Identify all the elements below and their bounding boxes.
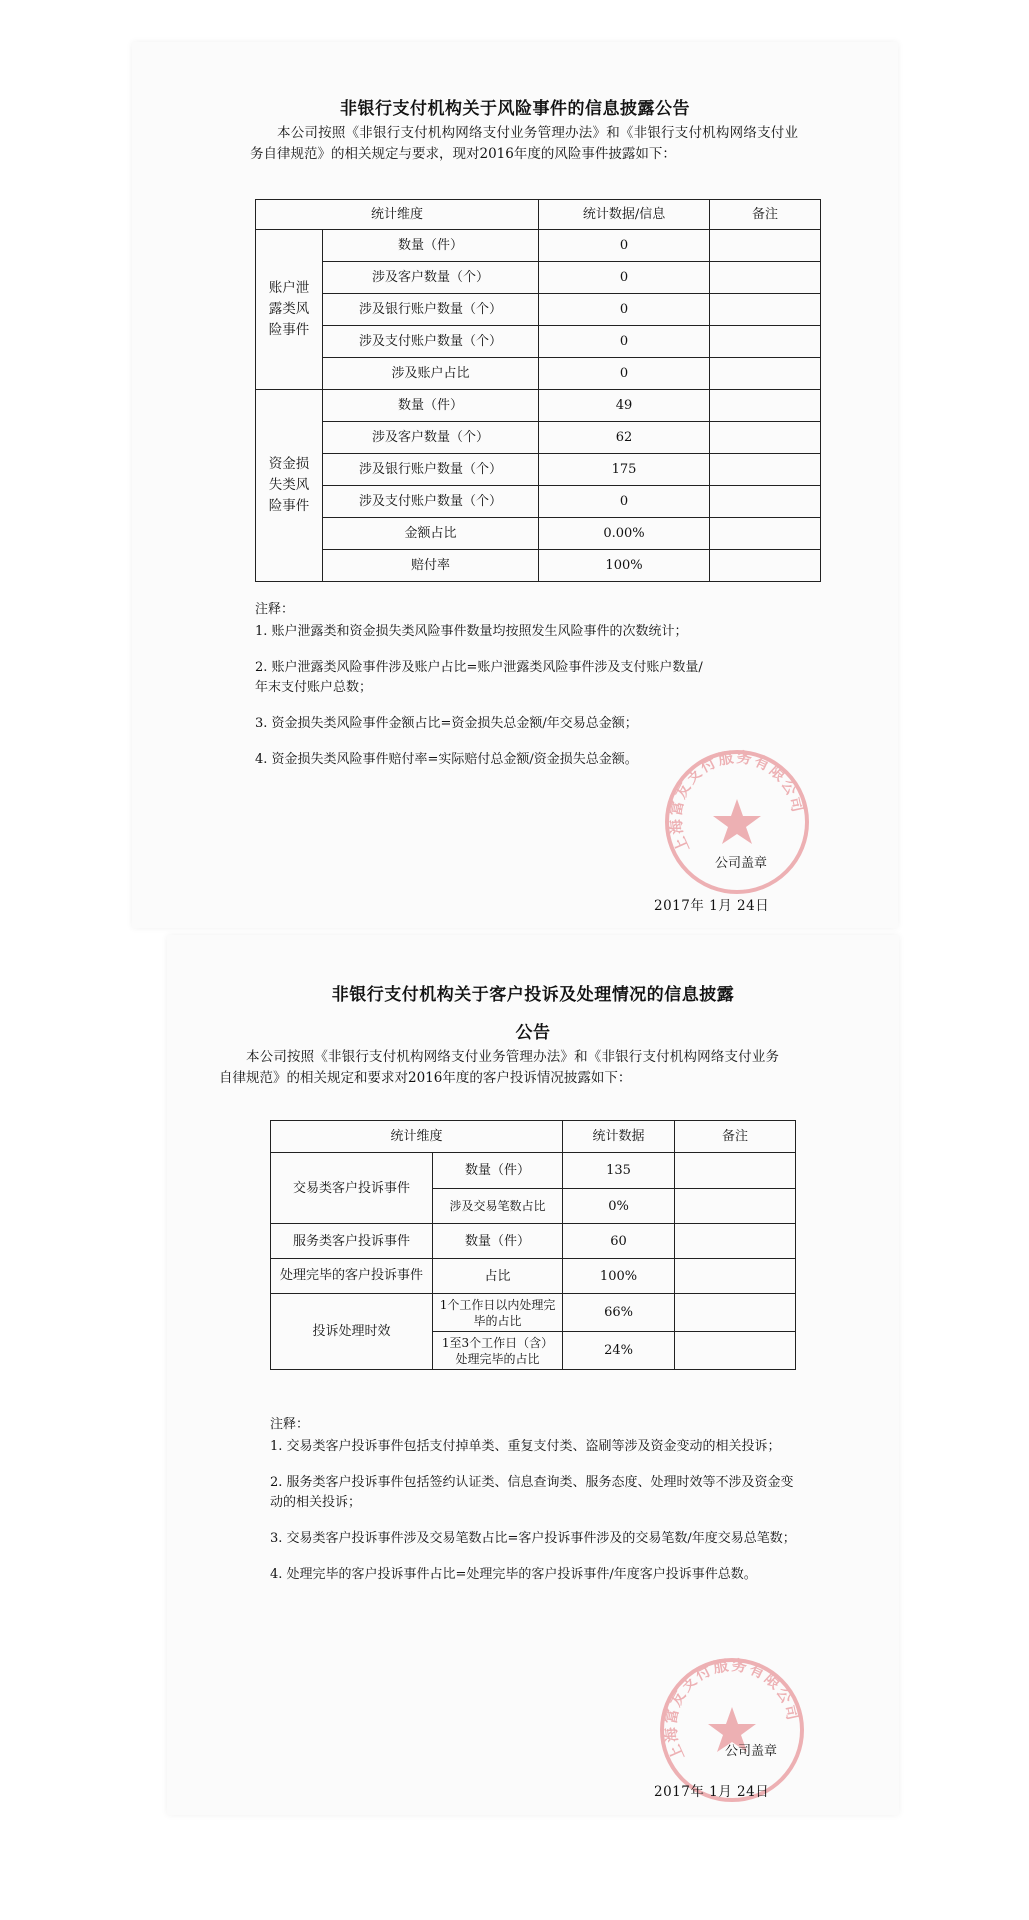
row-item: 数量（件）	[433, 1224, 563, 1259]
row-item: 1个工作日以内处理完毕的占比	[433, 1294, 563, 1332]
seal-label: 公司盖章	[715, 856, 768, 871]
row-value: 62	[539, 422, 710, 454]
row-value: 24%	[563, 1332, 675, 1370]
risk-event-table	[255, 199, 821, 582]
note-item: 1. 账户泄露类和资金损失类风险事件数量均按照发生风险事件的次数统计；	[255, 624, 688, 639]
notice-date: 2017年 1月 24日	[654, 898, 770, 914]
note-item: 3. 交易类客户投诉事件涉及交易笔数占比=客户投诉事件涉及的交易笔数/年度交易总笔数；	[270, 1531, 796, 1546]
row-remark	[710, 550, 821, 582]
group-label: 服务类客户投诉事件	[271, 1224, 433, 1259]
row-value: 175	[539, 454, 710, 486]
row-remark	[710, 262, 821, 294]
row-value: 100%	[539, 550, 710, 582]
seal-text: 上海富友支付服务有限公司	[661, 1656, 803, 1764]
row-value: 0%	[563, 1189, 675, 1224]
row-value: 0	[539, 230, 710, 262]
seal-text: 上海富友支付服务有限公司	[666, 748, 808, 856]
notice-intro: 本公司按照《非银行支付机构网络支付业务管理办法》和《非银行支付机构网络支付业务自律规范》的相关规定与要求，现对2016年度的风险事件披露如下：	[250, 125, 798, 162]
row-remark	[710, 390, 821, 422]
row-item: 占比	[433, 1259, 563, 1294]
row-remark	[710, 294, 821, 326]
notice-intro: 本公司按照《非银行支付机构网络支付业务管理办法》和《非银行支付机构网络支付业务自律规范》的相关规定和要求对2016年度的客户投诉情况披露如下：	[219, 1049, 779, 1086]
row-remark	[710, 486, 821, 518]
row-value: 135	[563, 1153, 675, 1189]
row-remark	[675, 1189, 796, 1224]
row-remark	[710, 230, 821, 262]
row-value: 0	[539, 294, 710, 326]
notice-date: 2017年 1月 24日	[654, 1784, 770, 1800]
header-dimension: 统计维度	[256, 200, 539, 230]
row-item: 1至3个工作日（含）处理完毕的占比	[433, 1332, 563, 1370]
row-remark	[710, 518, 821, 550]
row-value: 49	[539, 390, 710, 422]
group-label: 资金损失类风险事件	[256, 390, 323, 582]
row-item: 涉及银行账户数量（个）	[323, 294, 539, 326]
note-item: 2. 服务类客户投诉事件包括签约认证类、信息查询类、服务态度、处理时效等不涉及资金变动的相关投诉；	[270, 1475, 794, 1510]
row-item: 金额占比	[323, 518, 539, 550]
group-label: 投诉处理时效	[271, 1294, 433, 1370]
row-item: 数量（件）	[433, 1153, 563, 1189]
header-remark: 备注	[675, 1121, 796, 1153]
row-item: 赔付率	[323, 550, 539, 582]
header-data: 统计数据	[563, 1121, 675, 1153]
group-label: 处理完毕的客户投诉事件	[271, 1259, 433, 1294]
row-value: 66%	[563, 1294, 675, 1332]
note-item: 3. 资金损失类风险事件金额占比=资金损失总金额/年交易总金额；	[255, 716, 638, 731]
risk-event-notice-page	[132, 42, 898, 928]
row-value: 0.00%	[539, 518, 710, 550]
notice-title: 非银行支付机构关于客户投诉及处理情况的信息披露	[331, 985, 735, 1005]
notes-heading: 注释：	[255, 602, 295, 617]
notice-title-line2: 公告	[515, 1023, 551, 1043]
row-remark	[710, 326, 821, 358]
row-item: 数量（件）	[323, 230, 539, 262]
seal-label: 公司盖章	[725, 1744, 778, 1759]
row-item: 涉及客户数量（个）	[323, 422, 539, 454]
row-remark	[710, 422, 821, 454]
row-value: 100%	[563, 1259, 675, 1294]
group-label: 账户泄露类风险事件	[256, 230, 323, 390]
row-item: 数量（件）	[323, 390, 539, 422]
group-label: 交易类客户投诉事件	[271, 1153, 433, 1224]
header-data: 统计数据/信息	[539, 200, 710, 230]
row-remark	[675, 1332, 796, 1370]
company-seal-icon	[662, 747, 812, 897]
row-remark	[710, 358, 821, 390]
row-remark	[710, 454, 821, 486]
row-remark	[675, 1294, 796, 1332]
row-value: 0	[539, 358, 710, 390]
notice-title: 非银行支付机构关于风险事件的信息披露公告	[340, 99, 690, 119]
row-remark	[675, 1259, 796, 1294]
row-remark	[675, 1153, 796, 1189]
header-dimension: 统计维度	[271, 1121, 563, 1153]
note-item: 4. 处理完毕的客户投诉事件占比=处理完毕的客户投诉事件/年度客户投诉事件总数。	[270, 1567, 757, 1582]
note-item: 2. 账户泄露类风险事件涉及账户占比=账户泄露类风险事件涉及支付账户数量/年末支付账户总数；	[255, 660, 703, 695]
row-item: 涉及账户占比	[323, 358, 539, 390]
note-item: 4. 资金损失类风险事件赔付率=实际赔付总金额/资金损失总金额。	[255, 752, 638, 767]
complaint-table	[270, 1120, 796, 1370]
row-remark	[675, 1224, 796, 1259]
header-remark: 备注	[710, 200, 821, 230]
complaint-notice-page	[167, 935, 899, 1815]
notes-section	[270, 1415, 800, 1601]
row-item: 涉及客户数量（个）	[323, 262, 539, 294]
row-item: 涉及支付账户数量（个）	[323, 486, 539, 518]
row-value: 0	[539, 262, 710, 294]
row-value: 0	[539, 486, 710, 518]
row-item: 涉及交易笔数占比	[433, 1189, 563, 1224]
note-item: 1. 交易类客户投诉事件包括支付掉单类、重复支付类、盗刷等涉及资金变动的相关投诉；	[270, 1439, 781, 1454]
row-value: 0	[539, 326, 710, 358]
row-value: 60	[563, 1224, 675, 1259]
notes-heading: 注释：	[270, 1417, 310, 1432]
row-item: 涉及银行账户数量（个）	[323, 454, 539, 486]
row-item: 涉及支付账户数量（个）	[323, 326, 539, 358]
